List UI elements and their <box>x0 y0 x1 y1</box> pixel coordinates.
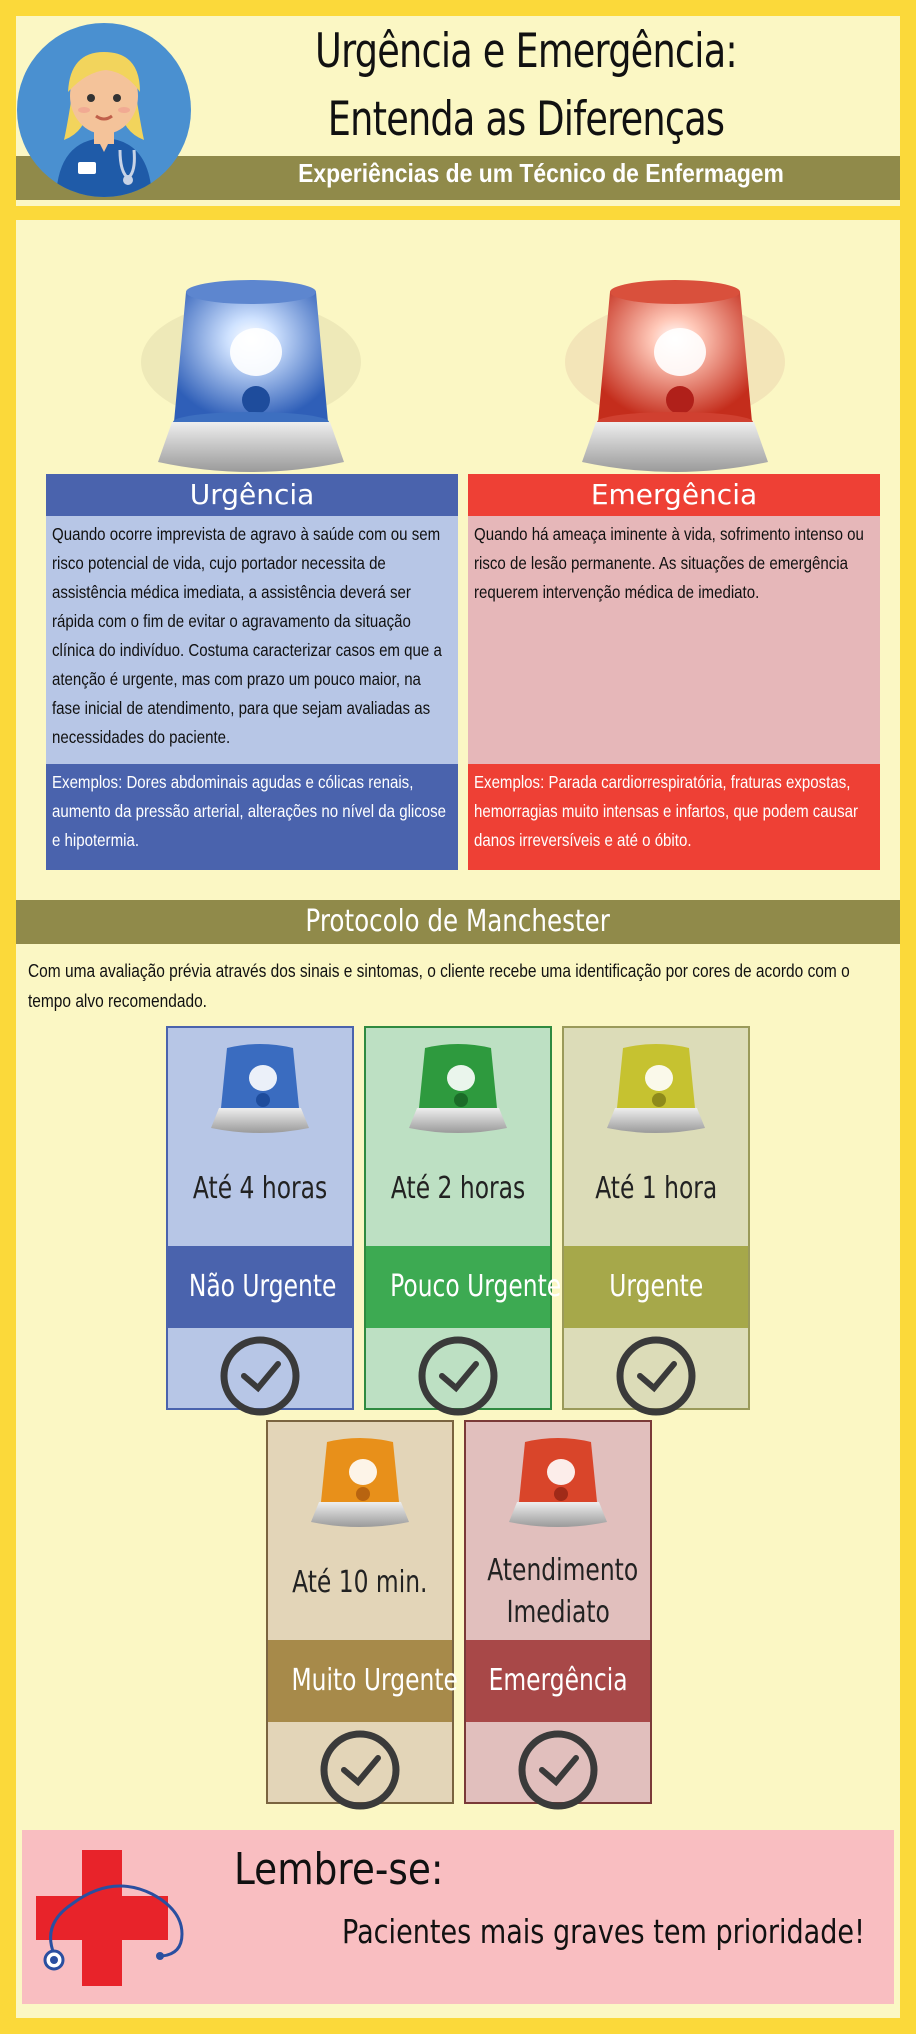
emergencia-examples: Exemplos: Parada cardiorrespiratória, fraturas expostas, hemorragias muito intensas e infartos, que podem causar danos irreversíveis e até o óbito. <box>468 764 880 870</box>
orange-siren-icon <box>305 1432 415 1528</box>
level-pouco-urgente <box>364 1026 562 1410</box>
level-time: Até 2 horas <box>390 1171 526 1206</box>
blue-siren-icon <box>205 1038 315 1134</box>
title-line-2: Entenda as Diferenças <box>327 92 725 147</box>
emergencia-title: Emergência <box>468 474 880 516</box>
nurse-avatar-icon <box>16 22 192 198</box>
level-label: Muito Urgente <box>268 1640 452 1722</box>
clock-icon <box>416 1334 500 1418</box>
level-nao-urgente <box>166 1026 354 1410</box>
reminder-box <box>22 1830 894 2004</box>
blue-siren-icon <box>136 272 366 478</box>
reminder-text: Pacientes mais graves tem prioridade! <box>342 1912 865 1951</box>
level-label: Pouco Urgente <box>366 1246 550 1328</box>
header-divider <box>16 206 900 220</box>
subtitle: Experiências de um Técnico de Enfermagem <box>298 158 784 188</box>
clock-icon <box>318 1728 402 1812</box>
emergencia-description: Quando há ameaça iminente à vida, sofrimento intenso ou risco de lesão permanente. As situações de emergência requerem intervenção médica de imediato. <box>468 516 880 764</box>
urgencia-title: Urgência <box>46 474 458 516</box>
yellow-siren-icon <box>601 1038 711 1134</box>
protocol-intro: Com uma avaliação prévia através dos sinais e sintomas, o cliente recebe uma identificação por cores de acordo com o tempo alvo recomendado. <box>28 961 850 1011</box>
reminder-title: Lembre-se: <box>234 1844 444 1895</box>
infographic <box>16 16 900 2018</box>
level-label: Não Urgente <box>168 1246 352 1328</box>
level-urgente <box>562 1026 750 1410</box>
urgencia-examples: Exemplos: Dores abdominais agudas e cólicas renais, aumento da pressão arterial, alterações no nível da glicose e hipotermia. <box>46 764 458 870</box>
level-muito-urgente <box>266 1420 458 1804</box>
level-emergencia <box>464 1420 652 1804</box>
title-line-1: Urgência e Emergência: <box>315 24 737 79</box>
level-label: Urgente <box>564 1246 748 1328</box>
protocol-title: Protocolo de Manchester <box>16 900 900 944</box>
clock-icon <box>614 1334 698 1418</box>
level-time-line-1: Atendimento <box>487 1553 639 1588</box>
red-cross-stethoscope-icon <box>32 1844 212 1994</box>
red-siren-icon <box>503 1432 613 1528</box>
clock-icon <box>516 1728 600 1812</box>
red-siren-icon <box>560 272 790 478</box>
clock-icon <box>218 1334 302 1418</box>
level-time: Até 1 hora <box>594 1171 718 1206</box>
level-time-line-2: Imediato <box>506 1595 610 1630</box>
urgencia-description: Quando ocorre imprevista de agravo à saúde com ou sem risco potencial de vida, cujo portador necessita de assistência médica imediata, a assistência deverá ser rápida com o fim de evitar o agravamento da situação clínica do indivíduo. Costuma caracterizar casos em que a atenção é urgente, mas com prazo um pouco maior, na fase inicial de atendimento, para que sejam avaliadas as necessidades do paciente. <box>46 516 458 764</box>
level-label: Emergência <box>466 1640 650 1722</box>
green-siren-icon <box>403 1038 513 1134</box>
level-time: Até 10 min. <box>292 1565 428 1600</box>
level-time: Até 4 horas <box>192 1171 328 1206</box>
